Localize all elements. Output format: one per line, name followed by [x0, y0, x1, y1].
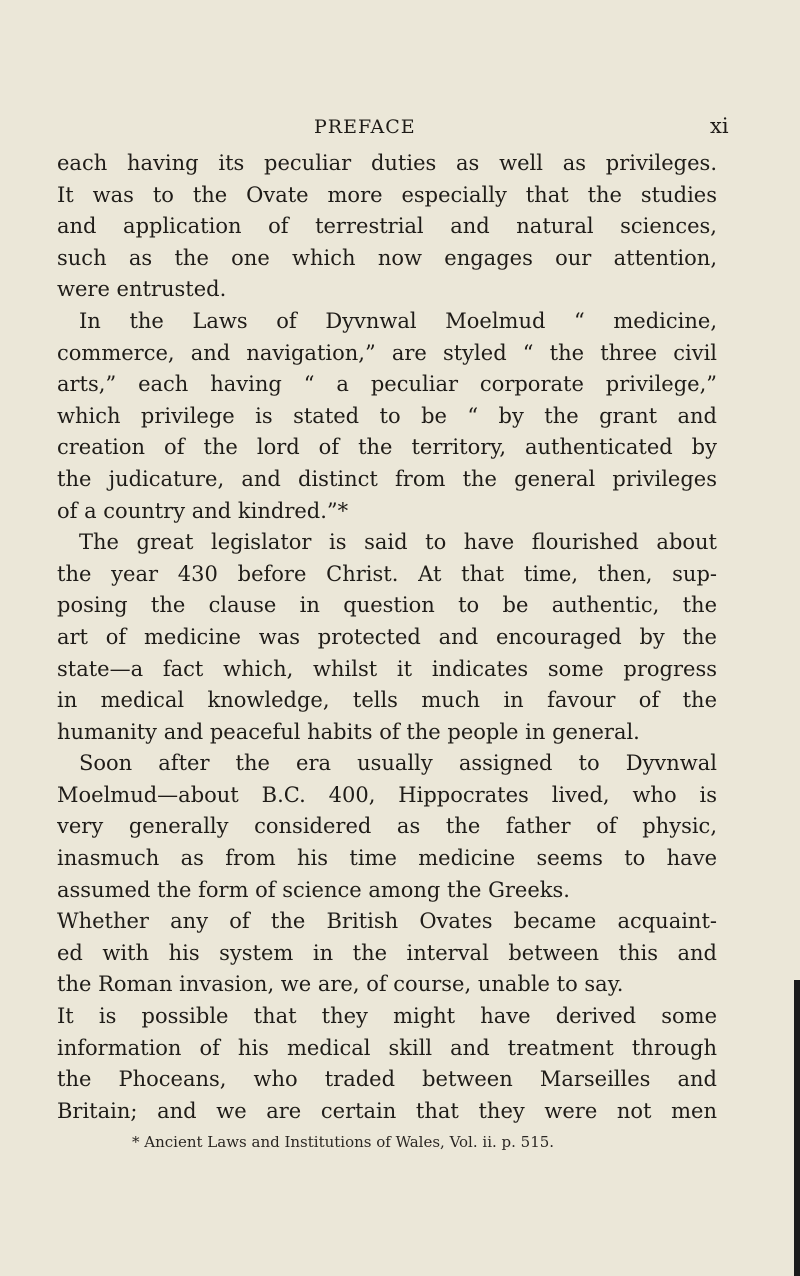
- text-line: state—a fact which, whilst it indicates some progress: [57, 656, 717, 681]
- text-line: each having its peculiar duties as well as privileges.: [57, 151, 717, 175]
- text-line: very generally considered as the father of physic,: [57, 814, 717, 839]
- text-line: were entrusted.: [57, 277, 227, 302]
- text-line: arts,” each having “ a peculiar corporate privilege,”: [57, 372, 717, 397]
- text-line: In the Laws of Dyvnwal Moelmud “ medicine,: [79, 308, 717, 333]
- text-line: ed with his system in the interval between this and: [57, 940, 717, 965]
- text-line: posing the clause in question to be authentic, the: [57, 593, 717, 618]
- page-number: xi: [710, 114, 729, 138]
- running-head: PREFACE: [314, 116, 416, 138]
- body-text: [57, 148, 717, 1127]
- text-line: Soon after the era usually assigned to Dyvnwal: [79, 751, 717, 776]
- text-line: The great legislator is said to have flourished about: [79, 530, 717, 555]
- text-line: assumed the form of science among the Greeks.: [57, 877, 570, 902]
- text-line: the Phoceans, who traded between Marseilles and: [57, 1067, 717, 1092]
- text-line: Moelmud—about B.C. 400, Hippocrates lived, who is: [57, 782, 717, 807]
- text-line: the judicature, and distinct from the general privileges: [57, 466, 717, 491]
- text-line: art of medicine was protected and encouraged by the: [57, 624, 717, 649]
- text-line: such as the one which now engages our attention,: [57, 245, 717, 270]
- text-line: which privilege is stated to be “ by the grant and: [57, 403, 717, 428]
- text-line: humanity and peaceful habits of the people in general.: [57, 719, 640, 744]
- text-line: information of his medical skill and treatment through: [57, 1035, 717, 1060]
- text-line: inasmuch as from his time medicine seems to have: [57, 846, 717, 871]
- text-line: the year 430 before Christ. At that time, then, sup-: [57, 561, 717, 586]
- footnote: * Ancient Laws and Institutions of Wales, Vol. ii. p. 515.: [132, 1133, 555, 1151]
- page-edge-shadow: [794, 980, 800, 1276]
- text-line: Whether any of the British Ovates became acquaint-: [57, 909, 717, 934]
- text-line: It was to the Ovate more especially that the studies: [57, 182, 717, 207]
- page-header: [0, 116, 800, 146]
- text-line: Britain; and we are certain that they were not men: [57, 1098, 717, 1123]
- text-line: commerce, and navigation,” are styled “ the three civil: [57, 340, 717, 365]
- text-line: the Roman invasion, we are, of course, unable to say.: [57, 972, 624, 997]
- text-line: It is possible that they might have derived some: [57, 1004, 717, 1029]
- text-line: and application of terrestrial and natural sciences,: [57, 214, 717, 239]
- text-line: in medical knowledge, tells much in favour of the: [57, 688, 717, 713]
- text-line: of a country and kindred.”*: [57, 498, 349, 523]
- text-line: creation of the lord of the territory, authenticated by: [57, 435, 717, 460]
